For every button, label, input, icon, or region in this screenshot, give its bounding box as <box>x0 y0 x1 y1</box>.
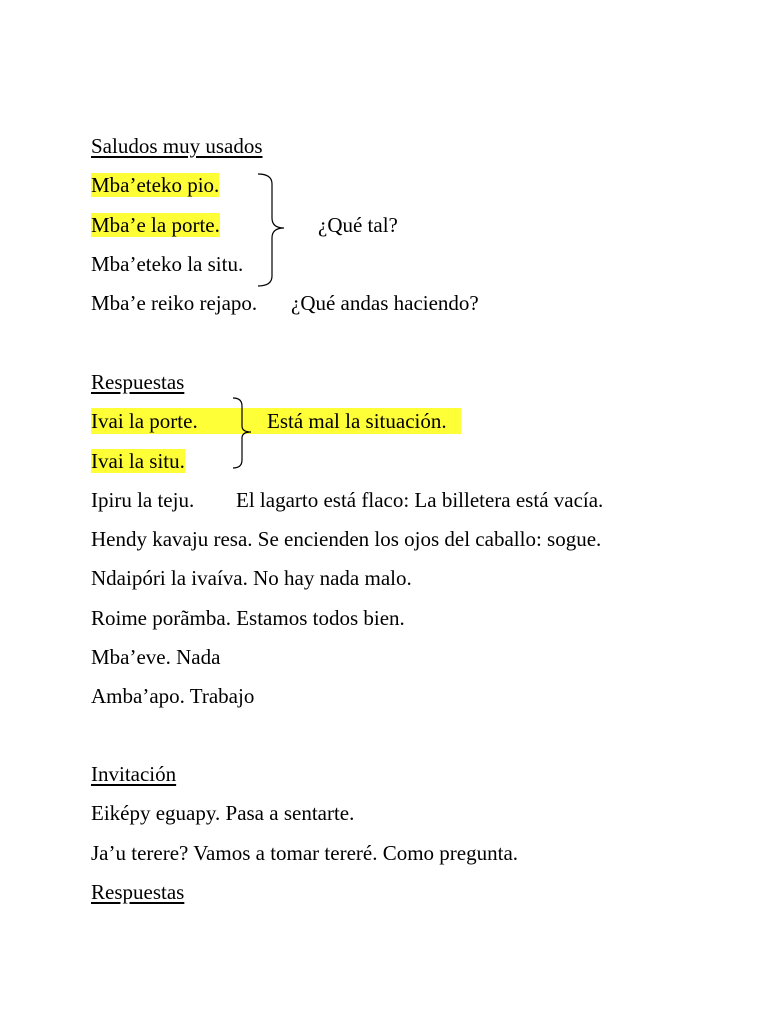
answer-line-2 <box>91 448 185 474</box>
right-brace-icon <box>256 172 286 288</box>
answer-line-1-guarani: Ivai la porte. <box>91 409 198 433</box>
right-brace-icon <box>231 396 255 472</box>
greeting-translation: ¿Qué tal? <box>318 213 398 237</box>
section-heading-answers: Respuestas <box>91 370 185 394</box>
answer-line-5: Ndaipóri la ivaíva. No hay nada malo. <box>91 566 412 590</box>
highlighted-text: Ivai la situ. <box>91 449 185 473</box>
greeting-line-1 <box>91 172 219 198</box>
section-heading-greetings: Saludos muy usados <box>91 134 263 158</box>
invitation-line-2: Ja’u terere? Vamos a tomar tereré. Como pregunta. <box>91 841 519 865</box>
invitation-line-1: Eiképy eguapy. Pasa a sentarte. <box>91 801 355 825</box>
greeting-line-4-guarani: Mba’e reiko rejapo. <box>91 291 258 315</box>
highlighted-text: Mba’eteko pio. <box>91 173 220 197</box>
greeting-line-2 <box>91 212 220 238</box>
answer-translation: Está mal la situación. <box>267 409 447 433</box>
answer-line-3-guarani: Ipiru la teju. <box>91 488 195 512</box>
answer-line-6: Roime porãmba. Estamos todos bien. <box>91 606 405 630</box>
section-heading-invitation-answers: Respuestas <box>91 880 185 904</box>
greeting-line-4-spanish: ¿Qué andas haciendo? <box>291 291 479 315</box>
answer-line-1 <box>91 408 461 434</box>
answer-line-8: Amba’apo. Trabajo <box>91 684 255 708</box>
section-heading-invitation: Invitación <box>91 762 177 786</box>
answer-line-4: Hendy kavaju resa. Se encienden los ojos del caballo: sogue. <box>91 527 602 551</box>
answer-line-3-spanish: El lagarto está flaco: La billetera está vacía. <box>236 488 604 512</box>
highlighted-text: Mba’e la porte. <box>91 213 220 237</box>
greeting-line-3: Mba’eteko la situ. <box>91 252 244 276</box>
answer-line-7: Mba’eve. Nada <box>91 645 221 669</box>
